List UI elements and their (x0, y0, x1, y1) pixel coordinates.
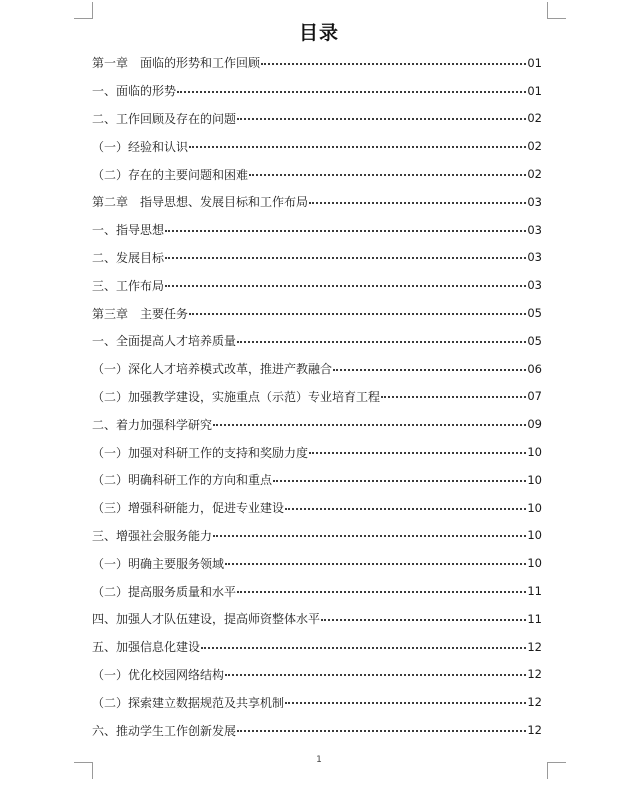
toc-dot-leader (321, 619, 526, 621)
toc-entry[interactable] (92, 522, 542, 550)
toc-entry-title: 第一章 面临的形势和工作回顾 (92, 56, 261, 71)
toc-entry-title: 三、工作布局 (92, 278, 165, 293)
toc-entry-page-number: 10 (527, 528, 542, 543)
toc-dot-leader (189, 146, 526, 148)
toc-dot-leader (165, 230, 526, 232)
toc-entry[interactable] (92, 299, 542, 327)
toc-dot-leader (225, 674, 526, 676)
toc-entry-page-number: 10 (527, 472, 542, 487)
toc-entry-title: （二）提高服务质量和水平 (92, 584, 237, 599)
toc-entry[interactable] (92, 327, 542, 355)
toc-entry-title: 一、指导思想 (92, 223, 165, 238)
toc-entry-title: （三）增强科研能力，促进专业建设 (92, 501, 285, 516)
toc-entry[interactable] (92, 661, 542, 689)
toc-entry[interactable] (92, 271, 542, 299)
toc-entry-page-number: 12 (527, 639, 542, 654)
toc-entry[interactable] (92, 49, 542, 77)
toc-entry[interactable] (92, 466, 542, 494)
toc-dot-leader (213, 424, 526, 426)
toc-entry-page-number: 12 (527, 695, 542, 710)
toc-entry[interactable] (92, 383, 542, 411)
page-title: 目录 (298, 22, 339, 44)
toc-entry-page-number: 12 (527, 723, 542, 738)
toc-entry-page-number: 12 (527, 667, 542, 682)
toc-entry-page-number: 09 (527, 417, 542, 432)
toc-entry-title: （一）明确主要服务领域 (92, 556, 225, 571)
toc-entry-page-number: 10 (527, 500, 542, 515)
toc-entry[interactable] (92, 188, 542, 216)
toc-entry[interactable] (92, 216, 542, 244)
toc-entry-page-number: 03 (527, 194, 542, 209)
toc-dot-leader (381, 396, 526, 398)
toc-dot-leader (285, 702, 526, 704)
top-left-crop-mark (74, 2, 93, 19)
toc-dot-leader (309, 202, 526, 204)
toc-entry-title: 第二章 指导思想、发展目标和工作布局 (92, 195, 309, 210)
toc-entry-page-number: 03 (527, 278, 542, 293)
toc-entry-title: （二）明确科研工作的方向和重点 (92, 473, 273, 488)
toc-entry-title: 二、着力加强科学研究 (92, 417, 213, 432)
toc-entry-page-number: 03 (527, 250, 542, 265)
toc-entry-page-number: 10 (527, 445, 542, 460)
toc-entry-page-number: 10 (527, 556, 542, 571)
toc-entry-title: 六、推动学生工作创新发展 (92, 723, 237, 738)
toc-dot-leader (309, 452, 526, 454)
toc-entry-page-number: 01 (527, 55, 542, 70)
toc-dot-leader (213, 535, 526, 537)
toc-dot-leader (165, 257, 526, 259)
toc-dot-leader (237, 341, 526, 343)
toc-entry[interactable] (92, 438, 542, 466)
toc-dot-leader (177, 91, 526, 93)
toc-dot-leader (261, 63, 526, 65)
top-right-crop-mark (547, 2, 566, 19)
toc-dot-leader (273, 480, 526, 482)
toc-entry[interactable] (92, 633, 542, 661)
toc-entry-page-number: 06 (527, 361, 542, 376)
table-of-contents (92, 49, 542, 744)
toc-dot-leader (333, 369, 526, 371)
toc-dot-leader (201, 647, 526, 649)
toc-entry-title: 一、面临的形势 (92, 84, 177, 99)
toc-entry-title: 三、增强社会服务能力 (92, 528, 213, 543)
toc-entry-title: 二、发展目标 (92, 250, 165, 265)
toc-entry-title: （一）深化人才培养模式改革，推进产教融合 (92, 362, 333, 377)
toc-entry-page-number: 05 (527, 306, 542, 321)
toc-entry[interactable] (92, 494, 542, 522)
toc-entry-page-number: 03 (527, 222, 542, 237)
toc-dot-leader (189, 313, 526, 315)
toc-entry[interactable] (92, 244, 542, 272)
toc-dot-leader (225, 563, 526, 565)
toc-entry-title: （一）加强对科研工作的支持和奖励力度 (92, 445, 309, 460)
toc-entry[interactable] (92, 549, 542, 577)
toc-entry-title: 一、全面提高人才培养质量 (92, 334, 237, 349)
toc-dot-leader (165, 285, 526, 287)
toc-entry[interactable] (92, 688, 542, 716)
toc-entry[interactable] (92, 77, 542, 105)
toc-entry-title: 四、加强人才队伍建设，提高师资整体水平 (92, 612, 321, 627)
toc-dot-leader (237, 118, 526, 120)
toc-entry[interactable] (92, 605, 542, 633)
toc-entry-page-number: 02 (527, 139, 542, 154)
toc-entry-title: 二、工作回顾及存在的问题 (92, 111, 237, 126)
toc-entry-title: 第三章 主要任务 (92, 306, 189, 321)
toc-entry-page-number: 07 (527, 389, 542, 404)
toc-entry[interactable] (92, 577, 542, 605)
toc-entry-page-number: 02 (527, 111, 542, 126)
footer-page-number: 1 (316, 755, 322, 765)
toc-dot-leader (237, 591, 526, 593)
toc-dot-leader (285, 508, 526, 510)
toc-entry[interactable] (92, 132, 542, 160)
toc-entry[interactable] (92, 355, 542, 383)
toc-entry-title: （二）存在的主要问题和困难 (92, 167, 249, 182)
toc-entry-page-number: 11 (527, 584, 542, 599)
toc-entry-title: （一）经验和认识 (92, 139, 189, 154)
toc-entry-page-number: 01 (527, 83, 542, 98)
toc-dot-leader (237, 730, 526, 732)
toc-entry[interactable] (92, 410, 542, 438)
toc-entry-page-number: 05 (527, 333, 542, 348)
toc-entry-page-number: 11 (527, 611, 542, 626)
toc-entry-title: （二）加强教学建设，实施重点（示范）专业培育工程 (92, 389, 381, 404)
toc-entry[interactable] (92, 160, 542, 188)
toc-entry-title: 五、加强信息化建设 (92, 640, 201, 655)
toc-dot-leader (249, 174, 526, 176)
toc-entry-page-number: 02 (527, 167, 542, 182)
toc-entry[interactable] (92, 105, 542, 133)
toc-entry[interactable] (92, 716, 542, 744)
toc-entry-title: （二）探索建立数据规范及共享机制 (92, 695, 285, 710)
toc-entry-title: （一）优化校园网络结构 (92, 667, 225, 682)
